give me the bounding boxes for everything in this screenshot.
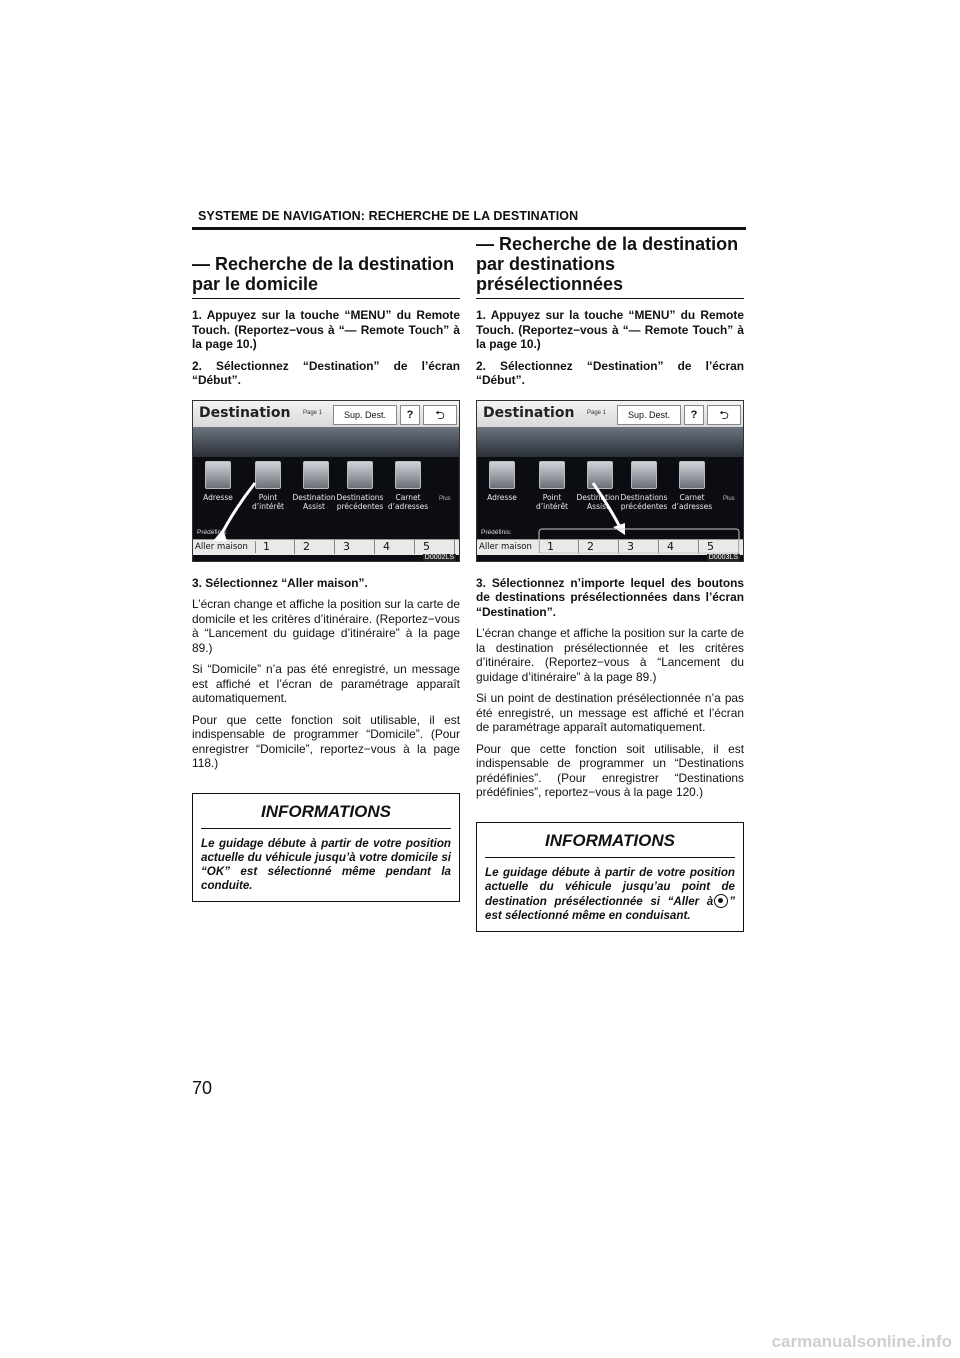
more-button[interactable]: Plus: [439, 495, 451, 502]
preset-button-1[interactable]: 1: [257, 540, 295, 554]
preset-button-2[interactable]: 2: [581, 540, 619, 554]
icon-label-poi: Point d’intérêt: [251, 492, 284, 511]
help-button[interactable]: ?: [684, 405, 704, 425]
right-destination-screenshot: [476, 400, 744, 562]
pointer-arrow-icon: [193, 401, 459, 561]
go-home-button[interactable]: Aller maison: [195, 541, 256, 553]
predefined-label: Prédéfinis:: [481, 528, 512, 536]
left-info-title: INFORMATIONS: [201, 802, 451, 829]
right-heading-line-2: par destinations: [476, 254, 616, 274]
preset-button-3[interactable]: 3: [621, 540, 659, 554]
icon-label-assist: Destination Assist: [576, 492, 620, 511]
right-info-box: [476, 822, 744, 932]
left-destination-screenshot: [192, 400, 460, 562]
sup-dest-button[interactable]: Sup. Dest.: [333, 405, 397, 425]
left-heading-line-1: — Recherche de la destination: [192, 254, 455, 274]
screen-page-label: Page 1: [303, 409, 323, 416]
go-to-target-icon: [714, 894, 728, 908]
preset-button-4[interactable]: 4: [661, 540, 699, 554]
right-info-text-b: ” est sélectionné même en conduisant.: [485, 894, 735, 922]
right-heading-line-3: présélectionnées: [476, 274, 624, 294]
icon-label-poi: Point d’intérêt: [535, 492, 568, 511]
figure-code: D0002LS: [424, 553, 454, 561]
icon-label-previous: Destinations précédentes: [620, 492, 668, 511]
icon-label-adresse: Adresse: [487, 492, 517, 502]
left-info-box: [192, 793, 460, 902]
preset-button-5[interactable]: 5: [417, 540, 455, 554]
left-step-2: 2. Sélectionnez “Destination” de l’écran “Début”.: [192, 358, 460, 387]
screen-title: Destination: [483, 404, 575, 421]
right-body-3: Pour que cette fonction soit utilisable, il est indispensable de programmer un “Destinations prédéfinies”. (Pour enregistrer “Destinations prédéfinies”, reportez−vous à la page 120.): [476, 741, 744, 799]
left-step-3: 3. Sélectionnez “Aller maison”.: [192, 575, 368, 590]
right-info-text-a: Le guidage débute à partir de votre position actuelle du véhicule jusqu’au point de destination présélectionnée si “Aller à: [485, 865, 735, 908]
icon-label-adresse: Adresse: [203, 492, 233, 502]
watermark: carmanualsonline.info: [771, 1332, 952, 1351]
right-body-1: L’écran change et affiche la position sur la carte de la destination présélectionnée et les critères d’itinéraire. (Reportez−vous à “Lancement du guidage d’itinéraire” à la page 89.): [476, 626, 744, 684]
right-column: [476, 232, 744, 932]
right-body-2: Si un point de destination présélectionnée n’a pas été enregistré, un message est affiché et l’écran de paramétrage apparaît automatiquement.: [476, 691, 744, 734]
pointer-arrow-icon: [477, 401, 743, 561]
left-column: [192, 232, 460, 902]
icon-label-previous: Destinations précédentes: [336, 492, 384, 511]
preset-button-5[interactable]: 5: [701, 540, 739, 554]
left-step-1: 1. Appuyez sur la touche “MENU” du Remote Touch. (Reportez−vous à “— Remote Touch” à la page 10.): [192, 308, 460, 351]
figure-code: D0003LS: [708, 553, 738, 561]
right-section-heading: [476, 232, 744, 298]
left-body-1: L’écran change et affiche la position sur la carte de domicile et les critères d’itinéraire. (Reportez−vous à “Lancement du guidage d’itinéraire” à la page 89.): [192, 597, 460, 655]
left-body-3: Pour que cette fonction soit utilisable, il est indispensable de programmer “Domicile”. (Pour enregistrer “Domicile”, reportez−vous à la page 118.): [192, 712, 460, 770]
icon-label-assist: Destination Assist: [292, 492, 336, 511]
header-rule: [192, 227, 746, 230]
right-info-text: [485, 866, 735, 923]
more-button[interactable]: Plus: [723, 495, 735, 502]
right-step-1: 1. Appuyez sur la touche “MENU” du Remote Touch. (Reportez−vous à “— Remote Touch” à la page 10.): [476, 308, 744, 351]
sup-dest-button[interactable]: Sup. Dest.: [617, 405, 681, 425]
go-home-button[interactable]: Aller maison: [479, 541, 540, 553]
left-body-2: Si “Domicile” n’a pas été enregistré, un message est affiché et l’écran de paramétrage apparaît automatiquement.: [192, 662, 460, 705]
back-arrow-icon[interactable]: ⮌: [707, 405, 741, 425]
preset-button-1[interactable]: 1: [541, 540, 579, 554]
screen-title: Destination: [199, 404, 291, 421]
right-info-title: INFORMATIONS: [485, 831, 735, 858]
predefined-label: Prédéfinis:: [197, 528, 228, 536]
preset-button-3[interactable]: 3: [337, 540, 375, 554]
left-info-text: Le guidage débute à partir de votre position actuelle du véhicule jusqu’à votre domicile si “OK” est sélectionné même pendant la conduite.: [201, 836, 451, 892]
right-step-3: 3. Sélectionnez n’importe lequel des boutons de destinations présélectionnées dans l’écran “Destination”.: [476, 575, 744, 619]
left-section-heading: [192, 232, 460, 298]
preset-button-2[interactable]: 2: [297, 540, 335, 554]
page-number: 70: [192, 1078, 213, 1098]
right-section-rule: [476, 298, 744, 299]
left-heading-line-2: par le domicile: [192, 274, 319, 294]
right-heading-line-1: — Recherche de la destination: [476, 234, 739, 254]
back-arrow-icon[interactable]: ⮌: [423, 405, 457, 425]
icon-label-carnet: Carnet d’adresses: [671, 492, 713, 511]
left-section-rule: [192, 298, 460, 299]
screen-page-label: Page 1: [587, 409, 607, 416]
preset-button-4[interactable]: 4: [377, 540, 415, 554]
page-header-title: SYSTEME DE NAVIGATION: RECHERCHE DE LA DESTINATION: [198, 209, 579, 223]
right-step-2: 2. Sélectionnez “Destination” de l’écran “Début”.: [476, 358, 744, 387]
icon-label-carnet: Carnet d’adresses: [387, 492, 429, 511]
help-button[interactable]: ?: [400, 405, 420, 425]
